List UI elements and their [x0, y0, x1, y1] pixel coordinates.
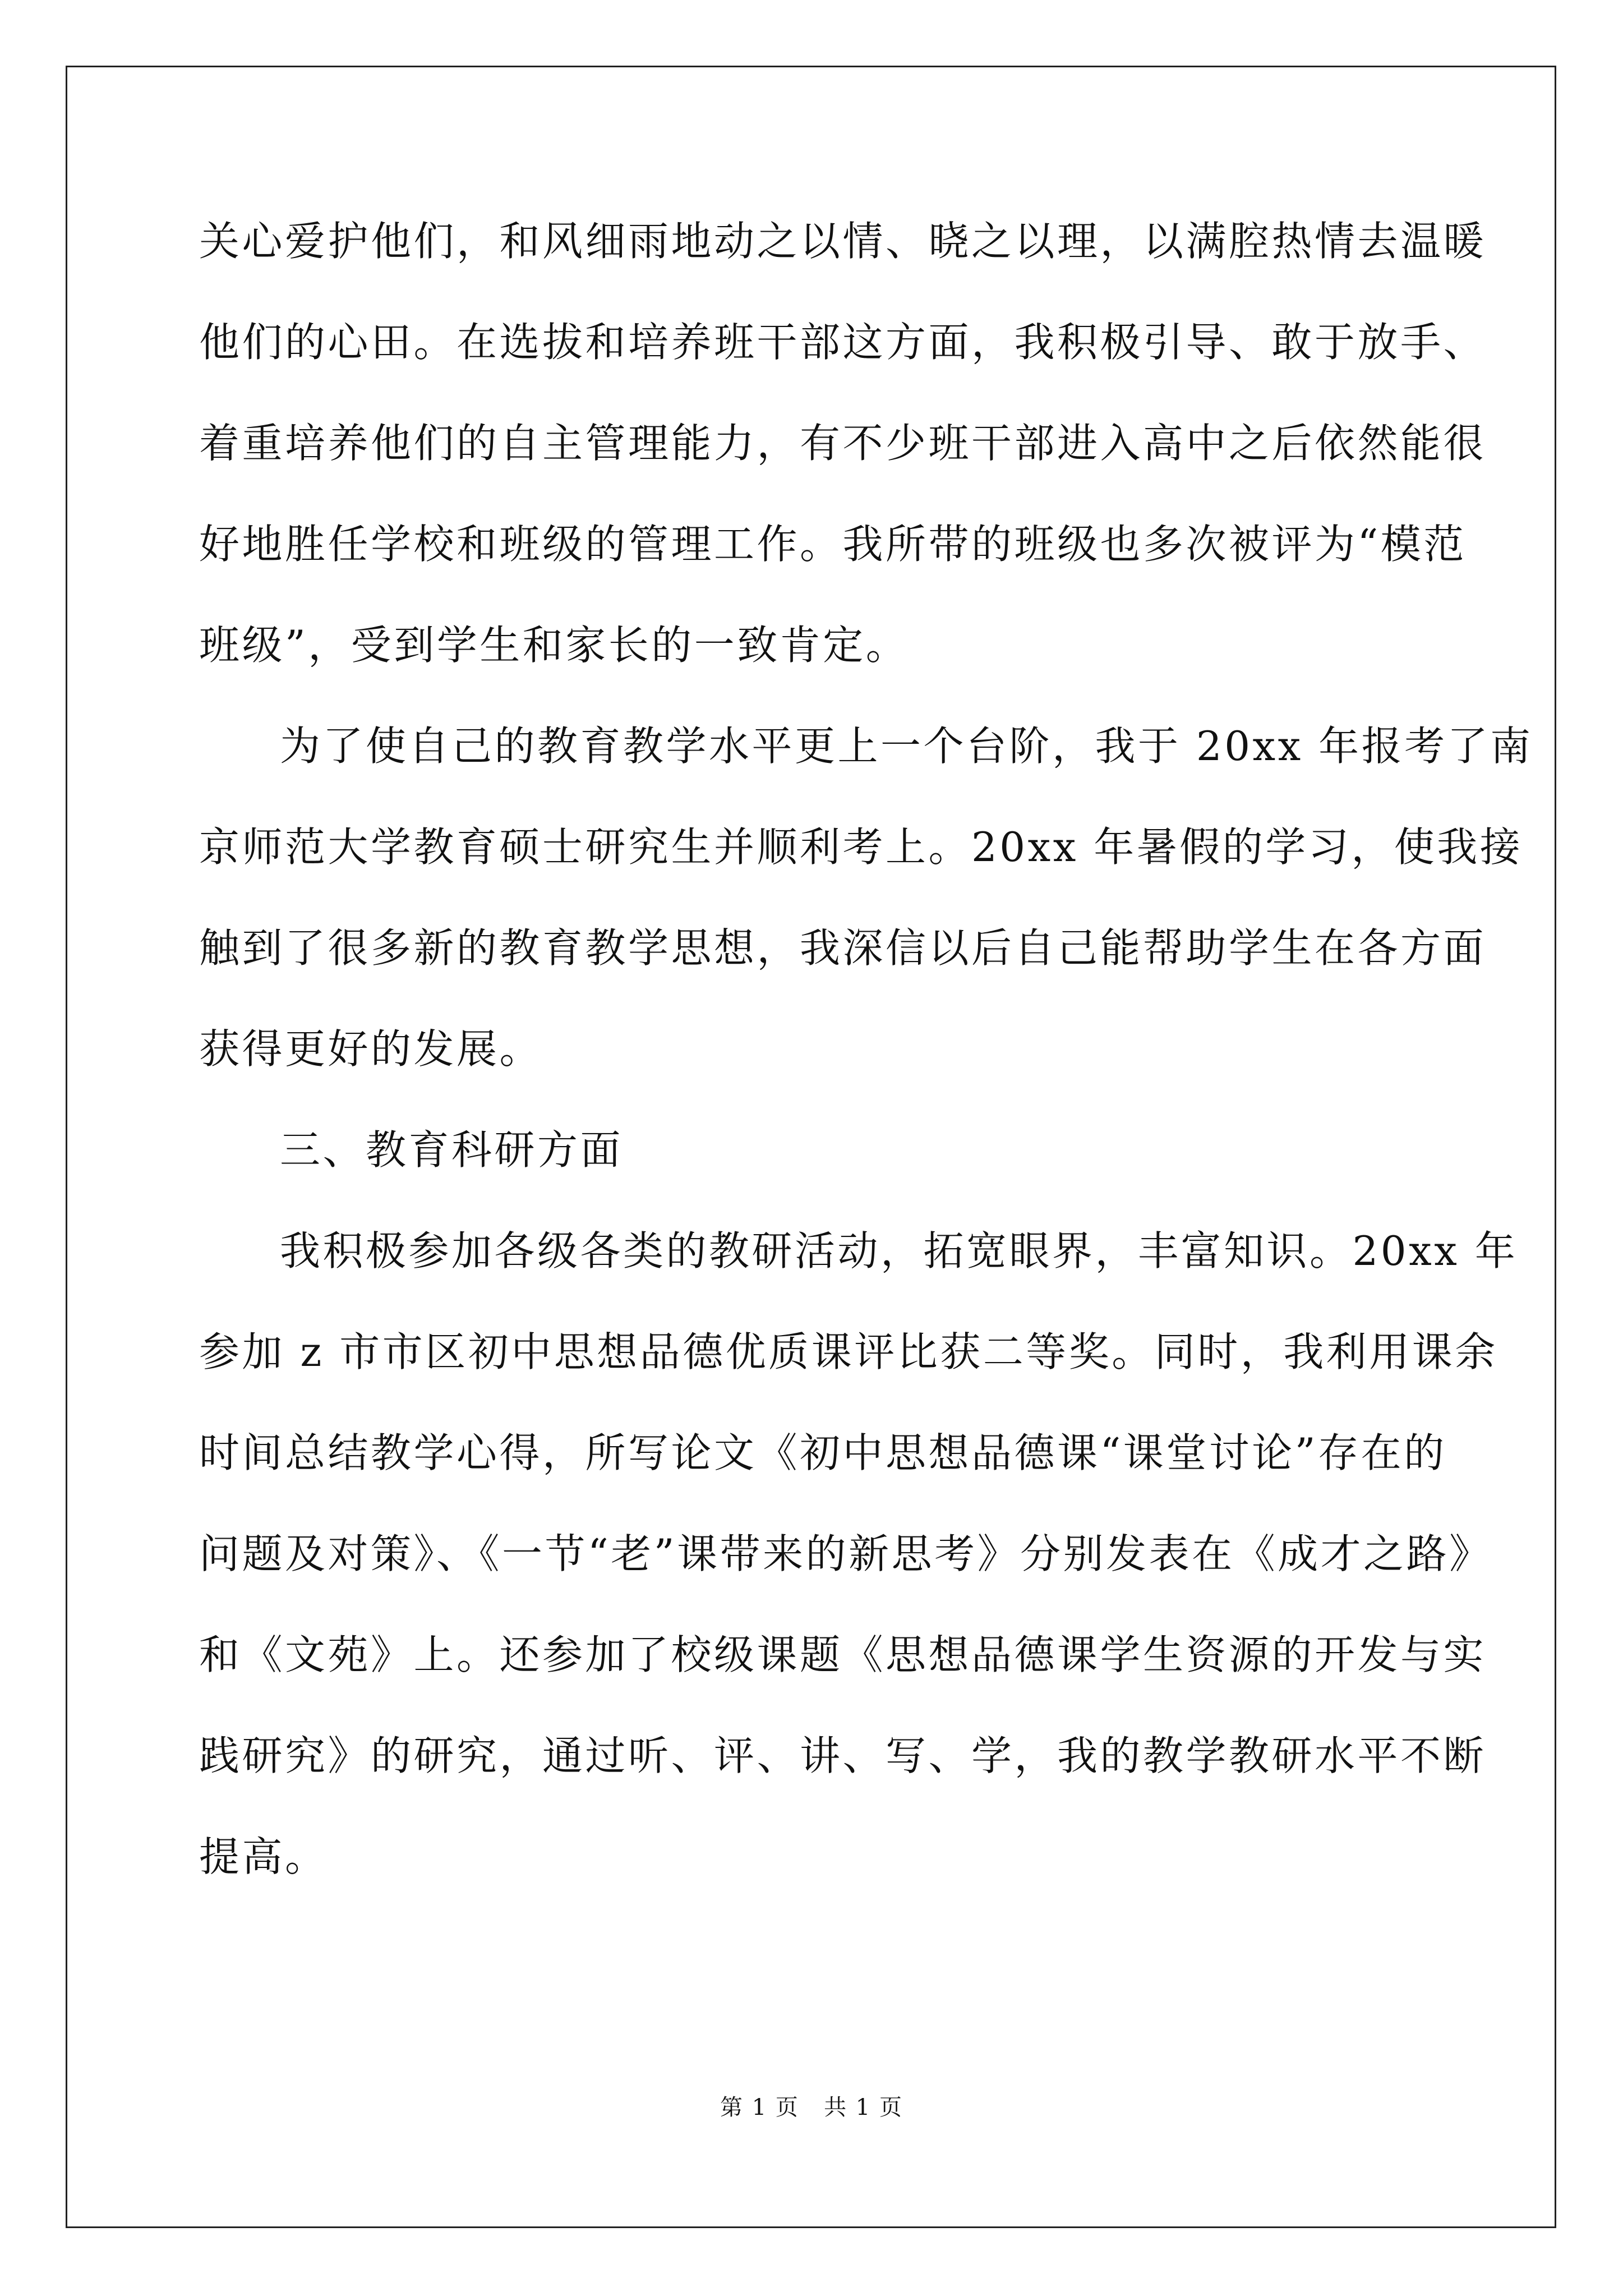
page-number-footer: 第 1 页 共 1 页	[720, 2095, 903, 2120]
section-heading: 三、教育科研方面	[280, 1126, 624, 1174]
text-line: 时间总结教学心得，所写论文《初中思想品德课“课堂讨论”存在的	[199, 1429, 1447, 1476]
text-line: 我积极参加各级各类的教研活动，拓宽眼界，丰富知识。20xx 年	[280, 1227, 1518, 1274]
document-body	[199, 216, 1533, 1932]
text-line: 和《文苑》上。还参加了校级课题《思想品德课学生资源的开发与实	[199, 1631, 1487, 1678]
text-line: 为了使自己的教育教学水平更上一个台阶，我于 20xx 年报考了南	[280, 723, 1533, 770]
text-line: 班级”，受到学生和家长的一致肯定。	[199, 622, 909, 669]
text-line: 提高。	[199, 1833, 328, 1880]
text-line: 获得更好的发展。	[199, 1025, 543, 1073]
text-line: 参加 z 市市区初中思想品德优质课评比获二等奖。同时，我利用课余	[199, 1328, 1498, 1375]
text-line: 关心爱护他们，和风细雨地动之以情、晓之以理，以满腔热情去温暖	[199, 218, 1487, 265]
text-line: 践研究》的研究，通过听、评、讲、写、学，我的教学教研水平不断	[199, 1732, 1487, 1779]
text-line: 触到了很多新的教育教学思想，我深信以后自己能帮助学生在各方面	[199, 924, 1487, 972]
text-line: 好地胜任学校和班级的管理工作。我所带的班级也多次被评为“模范	[199, 521, 1467, 568]
text-line: 京师范大学教育硕士研究生并顺利考上。20xx 年暑假的学习，使我接	[199, 823, 1523, 871]
text-line: 着重培养他们的自主管理能力，有不少班干部进入高中之后依然能很	[199, 420, 1487, 467]
text-line: 他们的心田。在选拔和培养班干部这方面，我积极引导、敢于放手、	[199, 319, 1487, 366]
text-line: 问题及对策》、《一节“老”课带来的新思考》分别发表在《成才之路》	[199, 1530, 1492, 1577]
